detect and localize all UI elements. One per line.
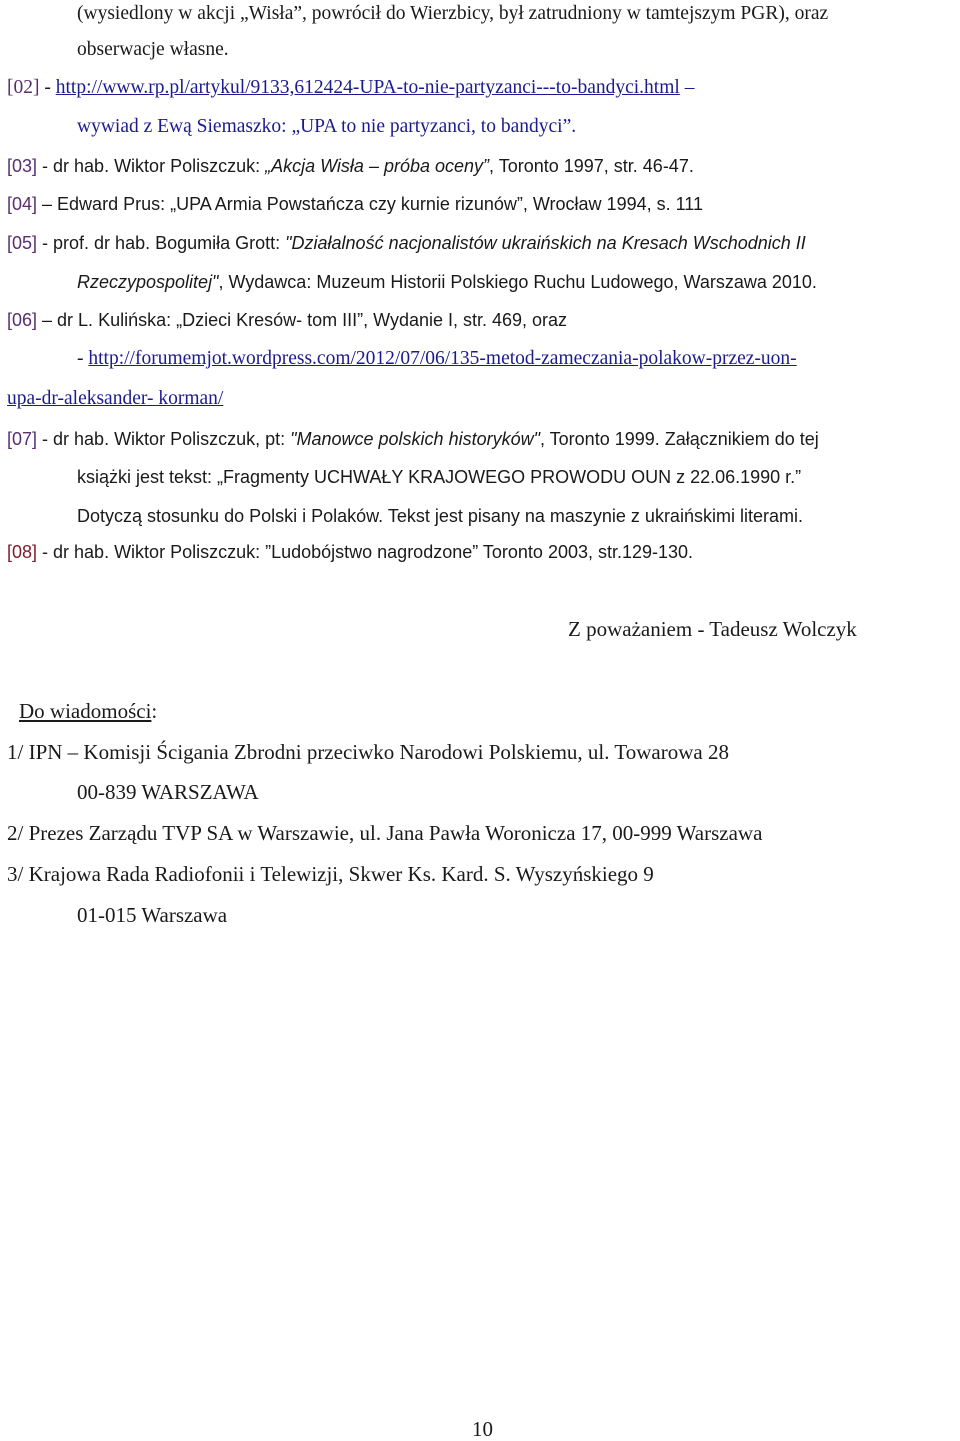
ref-08-number: [08] [7, 542, 38, 562]
signature-text: Z poważaniem - Tadeusz Wolczyk [568, 617, 857, 641]
signature [568, 617, 857, 641]
ref-07 [7, 427, 819, 451]
ref-07-author: - dr hab. Wiktor Poliszczuk, pt: [37, 429, 291, 449]
ref-02-number: [02] [7, 77, 40, 98]
recipient-3-text: 3/ Krajowa Rada Radiofonii i Telewizji, Skwer Ks. Kard. S. Wyszyńskiego 9 [7, 862, 654, 886]
ref-03-title: „Akcja Wisła – próba oceny” [265, 156, 490, 176]
ref-06-text: – dr L. Kulińska: „Dzieci Kresów- tom III”, Wydanie I, str. 469, oraz [37, 310, 568, 330]
ref-02-tail: – [679, 77, 695, 98]
ref-04-text: – Edward Prus: „UPA Armia Powstańcza czy kurnie rizunów”, Wrocław 1994, s. 111 [37, 194, 703, 214]
ref-01-text-2: obserwacje własne. [77, 39, 229, 60]
ref-06-dash: - [77, 348, 89, 369]
recipient-1-address [77, 780, 259, 804]
ref-03-details: , Toronto 1997, str. 46-47. [489, 156, 694, 176]
ref-06-link-2[interactable]: upa-dr-aleksander- korman/ [7, 388, 224, 409]
ref-07-details: , Toronto 1999. Załącznikiem do tej [539, 429, 819, 449]
ref-02 [7, 76, 694, 100]
ref-05-details: , Wydawca: Muzeum Historii Polskiego Ruchu Ludowego, Warszawa 2010. [218, 272, 817, 292]
ref-07-line2 [77, 465, 801, 489]
page-number-text: 10 [472, 1417, 493, 1441]
ref-04 [7, 192, 703, 216]
ref-02-description: wywiad z Ewą Siemaszko: „UPA to nie partyzanci, to bandyci”. [77, 116, 577, 137]
recipients-header-colon: : [151, 699, 158, 723]
ref-01-continuation [77, 2, 828, 26]
ref-01-continuation-line2 [77, 38, 229, 62]
recipient-2 [7, 821, 762, 845]
recipients-header-text: Do wiadomości [19, 699, 152, 723]
recipient-1-text: 1/ IPN – Komisji Ścigania Zbrodni przeciwko Narodowi Polskiemu, ul. Towarowa 28 [7, 740, 729, 764]
recipient-3 [7, 862, 654, 886]
ref-05-title: "Działalność nacjonalistów ukraińskich na Kresach Wschodnich II [285, 233, 806, 253]
ref-05-number: [05] [7, 233, 38, 253]
page-number [472, 1417, 493, 1441]
ref-03-number: [03] [7, 156, 38, 176]
recipient-1 [7, 740, 729, 764]
ref-08-text: - dr hab. Wiktor Poliszczuk: ”Ludobójstwo nagrodzone” Toronto 2003, str.129-130. [37, 542, 694, 562]
recipient-1-postal: 00-839 WARSZAWA [77, 780, 259, 804]
ref-03 [7, 154, 694, 178]
recipient-2-text: 2/ Prezes Zarządu TVP SA w Warszawie, ul. Jana Pawła Woronicza 17, 00-999 Warszawa [7, 821, 763, 845]
ref-05-line2 [77, 270, 817, 294]
ref-07-text-2: książki jest tekst: „Fragmenty UCHWAŁY KRAJOWEGO PROWODU OUN z 22.06.1990 r.” [77, 467, 802, 487]
ref-07-text-3: Dotyczą stosunku do Polski i Polaków. Tekst jest pisany na maszynie z ukraińskimi literami. [77, 506, 803, 526]
ref-02-dash: - [39, 77, 56, 98]
recipient-3-postal: 01-015 Warszawa [77, 903, 228, 927]
ref-07-title: "Manowce polskich historyków" [290, 429, 540, 449]
ref-08 [7, 540, 693, 564]
ref-06-link-line2 [7, 387, 223, 411]
ref-03-author: - dr hab. Wiktor Poliszczuk: [37, 156, 266, 176]
ref-07-number: [07] [7, 429, 38, 449]
ref-06 [7, 308, 567, 332]
ref-02-line2 [77, 115, 576, 139]
ref-02-link[interactable]: http://www.rp.pl/artykul/9133,612424-UPA-to-nie-partyzanci---to-bandyci.html [55, 77, 680, 98]
ref-06-link-line [77, 347, 797, 371]
ref-04-number: [04] [7, 194, 38, 214]
ref-05-title-2: Rzeczypospolitej" [77, 272, 219, 292]
recipients-header [19, 699, 157, 723]
ref-07-line3 [77, 504, 803, 528]
ref-05-author: - prof. dr hab. Bogumiła Grott: [37, 233, 286, 253]
recipient-3-address [77, 903, 227, 927]
ref-06-link[interactable]: http://forumemjot.wordpress.com/2012/07/06/135-metod-zameczania-polakow-przez-uon- [88, 348, 797, 369]
ref-05 [7, 231, 806, 255]
ref-06-number: [06] [7, 310, 38, 330]
ref-01-text: (wysiedlony w akcji „Wisła”, powrócił do Wierzbicy, był zatrudniony w tamtejszym PGR), oraz [77, 3, 829, 24]
